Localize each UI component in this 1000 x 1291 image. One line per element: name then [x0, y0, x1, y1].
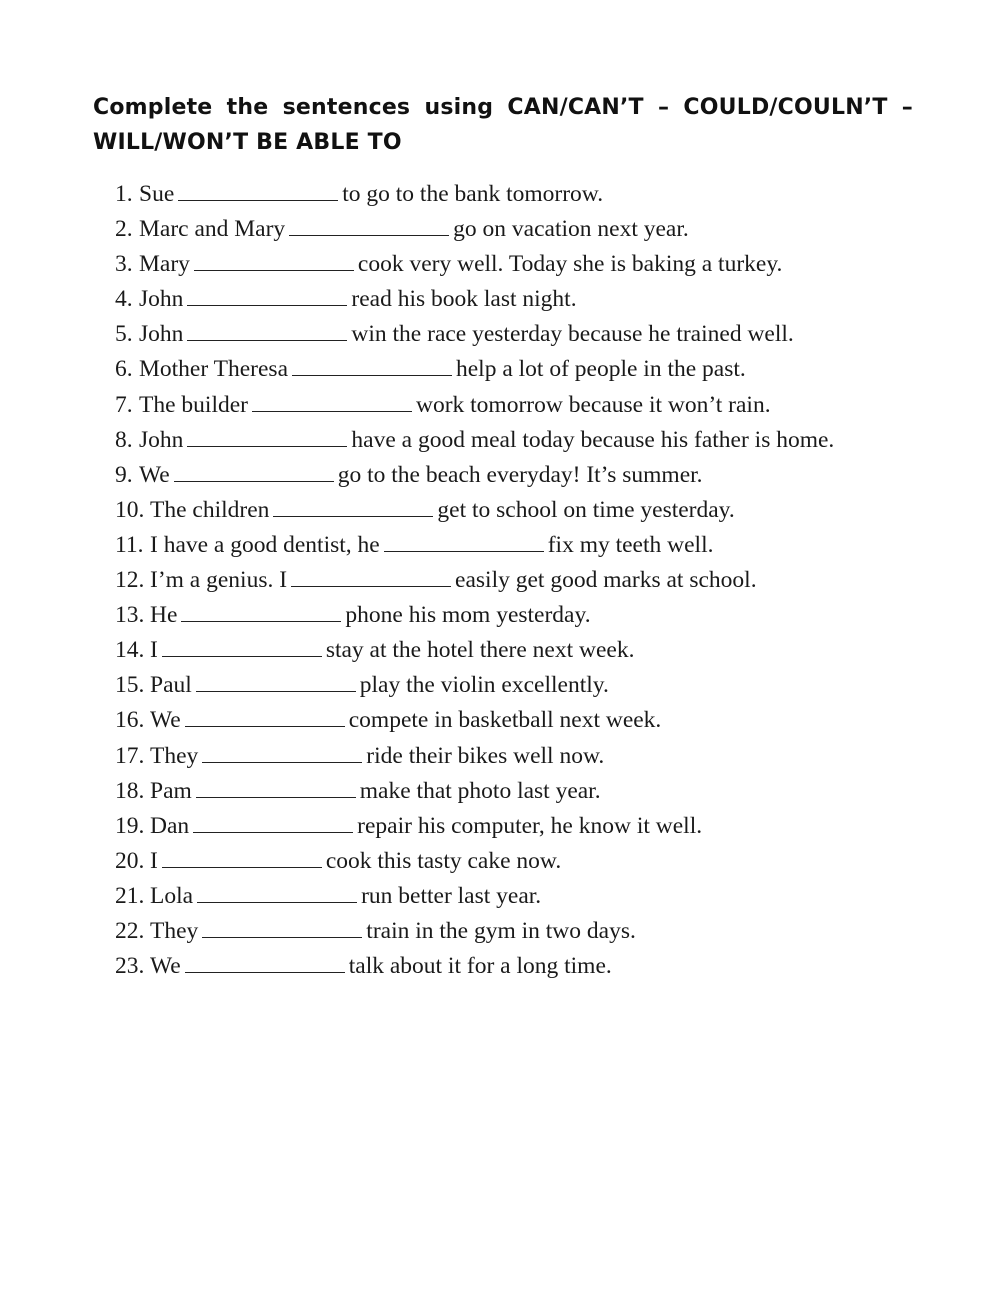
list-item	[0, 317, 1000, 352]
item-sentence	[150, 809, 860, 844]
answer-blank[interactable]	[187, 317, 347, 341]
answer-blank[interactable]	[185, 703, 345, 727]
item-sentence	[139, 423, 859, 458]
sentence-start: He	[150, 602, 178, 629]
item-sentence	[150, 703, 860, 738]
item-number: 12.	[115, 567, 145, 594]
item-sentence	[150, 668, 860, 703]
list-item	[0, 247, 1000, 282]
answer-blank[interactable]	[185, 949, 345, 973]
list-item	[0, 177, 1000, 212]
answer-blank[interactable]	[384, 528, 544, 552]
sentence-end: cook this tasty cake now.	[325, 847, 562, 874]
item-sentence	[139, 458, 859, 493]
sentence-end: go to the beach everyday! It’s summer.	[337, 461, 703, 488]
answer-blank[interactable]	[162, 633, 322, 657]
item-number: 8.	[115, 426, 133, 453]
list-item	[0, 879, 1000, 914]
list-item	[0, 914, 1000, 949]
list-item	[0, 774, 1000, 809]
sentence-start: We	[150, 707, 181, 734]
sentence-end: fix my teeth well.	[547, 531, 714, 558]
item-number: 2.	[115, 216, 133, 243]
item-number: 18.	[115, 777, 145, 804]
list-item	[0, 493, 1000, 528]
sentence-start: Dan	[150, 812, 190, 839]
item-sentence	[150, 879, 860, 914]
sentence-start: I	[150, 637, 158, 664]
item-number: 4.	[115, 286, 133, 313]
item-sentence	[150, 598, 860, 633]
item-number: 5.	[115, 321, 133, 348]
sentence-start: John	[139, 286, 184, 313]
item-sentence	[150, 563, 860, 598]
item-sentence	[150, 739, 860, 774]
list-item	[0, 563, 1000, 598]
sentence-end: have a good meal today because his father is home.	[351, 426, 835, 453]
list-item	[0, 528, 1000, 563]
sentence-end: work tomorrow because it won’t rain.	[415, 391, 771, 418]
item-sentence	[139, 212, 859, 247]
sentence-start: Mother Theresa	[139, 356, 288, 383]
list-item	[0, 668, 1000, 703]
worksheet-title: Complete the sentences using CAN/CAN’T – COULD/COULN’T – WILL/WON’T BE ABLE TO	[93, 95, 913, 155]
list-item	[0, 949, 1000, 984]
item-sentence	[150, 914, 860, 949]
list-item	[0, 703, 1000, 738]
answer-blank[interactable]	[178, 177, 338, 201]
sentence-end: go on vacation next year.	[453, 216, 689, 243]
item-number: 14.	[115, 637, 145, 664]
sentence-start: Mary	[139, 251, 190, 278]
item-number: 3.	[115, 251, 133, 278]
sentence-end: train in the gym in two days.	[366, 917, 636, 944]
list-item	[0, 598, 1000, 633]
sentence-end: stay at the hotel there next week.	[325, 637, 635, 664]
list-item	[0, 458, 1000, 493]
sentence-end: phone his mom yesterday.	[345, 602, 591, 629]
answer-blank[interactable]	[187, 423, 347, 447]
sentence-end: compete in basketball next week.	[348, 707, 662, 734]
answer-blank[interactable]	[289, 212, 449, 236]
sentence-start: Paul	[150, 672, 192, 699]
sentence-start: Pam	[150, 777, 192, 804]
item-number: 15.	[115, 672, 145, 699]
sentence-start: Sue	[139, 181, 175, 207]
item-number: 13.	[115, 602, 145, 629]
list-item	[0, 844, 1000, 879]
answer-blank[interactable]	[252, 388, 412, 412]
item-sentence	[139, 352, 859, 387]
item-number: 1.	[115, 181, 133, 207]
sentence-start: We	[139, 461, 170, 488]
item-number: 23.	[115, 953, 145, 980]
answer-blank[interactable]	[291, 563, 451, 587]
item-sentence	[150, 949, 860, 984]
item-number: 9.	[115, 461, 133, 488]
answer-blank[interactable]	[292, 352, 452, 376]
item-number: 19.	[115, 812, 145, 839]
sentence-start: They	[150, 742, 199, 769]
answer-blank[interactable]	[202, 914, 362, 938]
list-item	[0, 809, 1000, 844]
list-item	[0, 423, 1000, 458]
answer-blank[interactable]	[162, 844, 322, 868]
item-number: 16.	[115, 707, 145, 734]
answer-blank[interactable]	[202, 739, 362, 763]
answer-blank[interactable]	[197, 879, 357, 903]
item-sentence	[150, 844, 860, 879]
item-sentence	[150, 633, 860, 668]
sentence-start: I’m a genius. I	[150, 567, 288, 594]
list-item	[0, 352, 1000, 387]
list-item	[0, 633, 1000, 668]
item-sentence	[150, 528, 860, 563]
sentence-start: The children	[150, 496, 270, 523]
sentence-start: The builder	[139, 391, 248, 418]
list-item	[0, 739, 1000, 774]
answer-blank[interactable]	[196, 774, 356, 798]
item-number: 7.	[115, 391, 133, 418]
answer-blank[interactable]	[181, 598, 341, 622]
sentence-start: I have a good dentist, he	[150, 531, 380, 558]
item-number: 22.	[115, 917, 145, 944]
item-sentence	[150, 493, 860, 528]
item-number: 11.	[115, 531, 144, 558]
item-sentence	[139, 177, 859, 212]
item-number: 21.	[115, 882, 145, 909]
sentence-end: run better last year.	[361, 882, 542, 909]
list-item	[0, 388, 1000, 423]
sentence-start: I	[150, 847, 158, 874]
sentence-end: make that photo last year.	[359, 777, 601, 804]
item-number: 17.	[115, 742, 145, 769]
item-sentence	[139, 282, 859, 317]
sentence-end: play the violin excellently.	[359, 672, 609, 699]
sentence-end: ride their bikes well now.	[366, 742, 605, 769]
item-number: 20.	[115, 847, 145, 874]
answer-blank[interactable]	[193, 809, 353, 833]
answer-blank[interactable]	[187, 282, 347, 306]
sentence-end: to go to the bank tomorrow.	[342, 181, 604, 207]
sentence-end: easily get good marks at school.	[455, 567, 757, 594]
sentence-end: help a lot of people in the past.	[456, 356, 746, 383]
list-item	[0, 282, 1000, 317]
sentence-end: get to school on time yesterday.	[437, 496, 735, 523]
sentence-end: win the race yesterday because he trained well.	[351, 321, 794, 348]
sentence-end: read his book last night.	[351, 286, 577, 313]
answer-blank[interactable]	[196, 668, 356, 692]
sentence-end: repair his computer, he know it well.	[357, 812, 703, 839]
sentence-start: Marc and Mary	[139, 216, 286, 243]
item-sentence	[139, 247, 859, 282]
item-number: 6.	[115, 356, 133, 383]
sentence-start: John	[139, 321, 184, 348]
sentence-end: talk about it for a long time.	[348, 953, 612, 980]
answer-blank[interactable]	[194, 247, 354, 271]
sentence-start: John	[139, 426, 184, 453]
item-sentence	[139, 317, 859, 352]
answer-blank[interactable]	[273, 493, 433, 517]
item-number: 10.	[115, 496, 145, 523]
sentence-start: Lola	[150, 882, 194, 909]
answer-blank[interactable]	[174, 458, 334, 482]
sentence-list	[0, 177, 1000, 984]
sentence-start: They	[150, 917, 199, 944]
sentence-end: cook very well. Today she is baking a turkey.	[357, 251, 783, 278]
item-sentence	[139, 388, 859, 423]
item-sentence	[150, 774, 860, 809]
sentence-start: We	[150, 953, 181, 980]
list-item	[0, 212, 1000, 247]
